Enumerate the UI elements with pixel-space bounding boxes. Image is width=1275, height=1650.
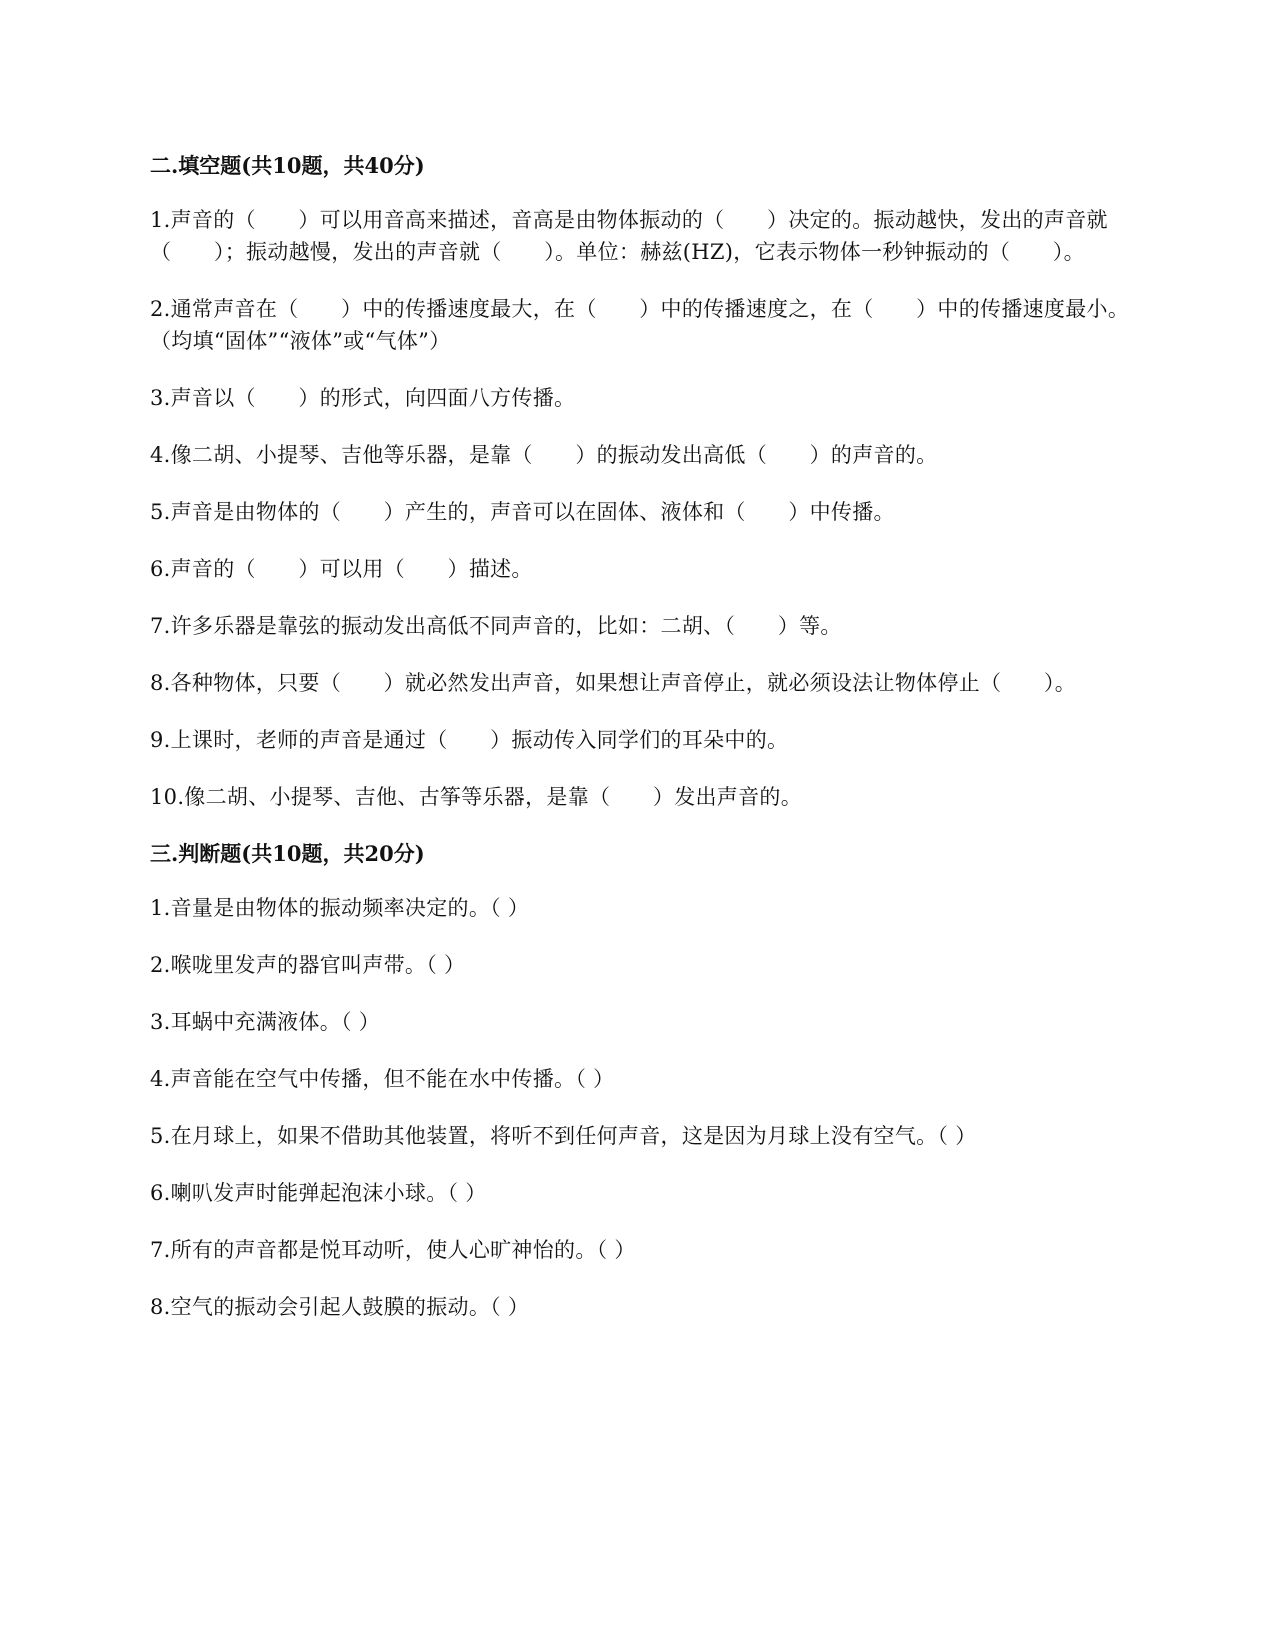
question-item: 9.上课时，老师的声音是通过（ ）振动传入同学们的耳朵中的。 <box>150 728 789 752</box>
document-content <box>150 150 1130 1348</box>
question-item: 4.像二胡、小提琴、吉他等乐器，是靠（ ）的振动发出高低（ ）的声音的。 <box>150 443 938 467</box>
question-item: 10.像二胡、小提琴、吉他、古筝等乐器，是靠（ ）发出声音的。 <box>150 785 802 809</box>
fill-in-blank-section <box>150 150 1130 813</box>
question-item: 2.喉咙里发声的器官叫声带。（ ） <box>150 953 466 977</box>
question-item: 6.喇叭发声时能弹起泡沫小球。（ ） <box>150 1181 487 1205</box>
question-item: 1.音量是由物体的振动频率决定的。（ ） <box>150 896 530 920</box>
question-item: 8.空气的振动会引起人鼓膜的振动。（ ） <box>150 1295 530 1319</box>
question-item: 6.声音的（ ）可以用（ ）描述。 <box>150 557 533 581</box>
question-item: 1.声音的（ ）可以用音高来描述，音高是由物体振动的（ ）决定的。振动越快，发出的声音就（ ）；振动越慢，发出的声音就（ ）。单位：赫兹(HZ)，它表示物体一秒钟振动的（ ）。 <box>150 208 1108 264</box>
question-item: 7.所有的声音都是悦耳动听，使人心旷神怡的。（ ） <box>150 1238 636 1262</box>
question-item: 5.声音是由物体的（ ）产生的，声音可以在固体、液体和（ ）中传播。 <box>150 500 895 524</box>
section-heading: 三.判断题(共10题，共20分) <box>150 841 425 866</box>
question-item: 8.各种物体，只要（ ）就必然发出声音，如果想让声音停止，就必须设法让物体停止（ ）。 <box>150 671 1077 695</box>
section-heading: 二.填空题(共10题，共40分) <box>150 153 425 178</box>
true-false-section <box>150 838 1130 1323</box>
question-item: 4.声音能在空气中传播，但不能在水中传播。（ ） <box>150 1067 615 1091</box>
question-item: 3.耳蜗中充满液体。（ ） <box>150 1010 381 1034</box>
question-item: 3.声音以（ ）的形式，向四面八方传播。 <box>150 386 576 410</box>
question-item: 2.通常声音在（ ）中的传播速度最大，在（ ）中的传播速度之，在（ ）中的传播速度最小。（均填“固体”“液体”或“气体”） <box>150 297 1130 353</box>
question-item: 7.许多乐器是靠弦的振动发出高低不同声音的，比如：二胡、（ ）等。 <box>150 614 842 638</box>
question-item: 5.在月球上，如果不借助其他装置，将听不到任何声音，这是因为月球上没有空气。（ ） <box>150 1124 977 1148</box>
